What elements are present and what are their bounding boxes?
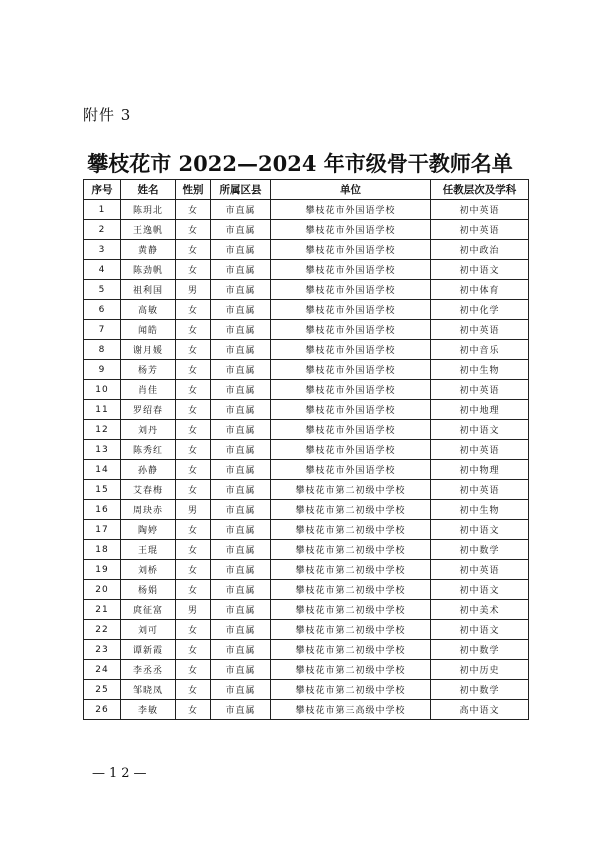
cell-subject: 初中语文	[431, 620, 529, 640]
cell-gender: 女	[176, 440, 211, 460]
table-row	[84, 540, 529, 560]
cell-subject: 初中英语	[431, 200, 529, 220]
cell-district: 市直属	[211, 540, 271, 560]
cell-gender: 男	[176, 280, 211, 300]
cell-district: 市直属	[211, 480, 271, 500]
cell-subject: 初中生物	[431, 360, 529, 380]
cell-district: 市直属	[211, 240, 271, 260]
table-row	[84, 640, 529, 660]
cell-name: 刘桥	[121, 560, 176, 580]
cell-name: 王琨	[121, 540, 176, 560]
table-row	[84, 360, 529, 380]
cell-index: 21	[84, 600, 121, 620]
header-school: 单位	[271, 180, 431, 200]
cell-school: 攀枝花市第二初级中学校	[271, 500, 431, 520]
cell-school: 攀枝花市外国语学校	[271, 240, 431, 260]
cell-school: 攀枝花市第二初级中学校	[271, 600, 431, 620]
cell-name: 刘可	[121, 620, 176, 640]
cell-school: 攀枝花市第二初级中学校	[271, 480, 431, 500]
cell-name: 黄静	[121, 240, 176, 260]
cell-school: 攀枝花市外国语学校	[271, 400, 431, 420]
cell-name: 高敏	[121, 300, 176, 320]
cell-subject: 初中英语	[431, 320, 529, 340]
table-row	[84, 680, 529, 700]
cell-name: 李丞丞	[121, 660, 176, 680]
cell-index: 5	[84, 280, 121, 300]
cell-subject: 初中物理	[431, 460, 529, 480]
cell-school: 攀枝花市第三高级中学校	[271, 700, 431, 720]
cell-school: 攀枝花市第二初级中学校	[271, 660, 431, 680]
cell-name: 庹征富	[121, 600, 176, 620]
cell-index: 16	[84, 500, 121, 520]
cell-name: 陈劲帆	[121, 260, 176, 280]
cell-index: 14	[84, 460, 121, 480]
cell-district: 市直属	[211, 260, 271, 280]
table-row	[84, 280, 529, 300]
cell-name: 罗绍春	[121, 400, 176, 420]
cell-school: 攀枝花市外国语学校	[271, 420, 431, 440]
table-row	[84, 260, 529, 280]
cell-gender: 女	[176, 200, 211, 220]
cell-subject: 初中历史	[431, 660, 529, 680]
cell-name: 孙静	[121, 460, 176, 480]
cell-name: 陈玥北	[121, 200, 176, 220]
page-number: —12—	[92, 766, 151, 781]
cell-subject: 初中语文	[431, 520, 529, 540]
cell-district: 市直属	[211, 420, 271, 440]
table-header-row	[84, 180, 529, 200]
cell-district: 市直属	[211, 380, 271, 400]
cell-district: 市直属	[211, 500, 271, 520]
document-title: 攀枝花市 2022—2024 年市级骨干教师名单	[87, 151, 513, 176]
cell-district: 市直属	[211, 300, 271, 320]
cell-school: 攀枝花市外国语学校	[271, 220, 431, 240]
cell-gender: 女	[176, 420, 211, 440]
cell-subject: 初中数学	[431, 540, 529, 560]
cell-school: 攀枝花市外国语学校	[271, 200, 431, 220]
cell-subject: 初中地理	[431, 400, 529, 420]
cell-gender: 女	[176, 360, 211, 380]
cell-gender: 女	[176, 460, 211, 480]
table-row	[84, 380, 529, 400]
cell-name: 刘丹	[121, 420, 176, 440]
cell-gender: 男	[176, 600, 211, 620]
cell-index: 4	[84, 260, 121, 280]
cell-district: 市直属	[211, 220, 271, 240]
cell-district: 市直属	[211, 560, 271, 580]
cell-gender: 女	[176, 400, 211, 420]
cell-district: 市直属	[211, 440, 271, 460]
cell-gender: 女	[176, 680, 211, 700]
table-row	[84, 420, 529, 440]
table-row	[84, 340, 529, 360]
cell-subject: 初中语文	[431, 580, 529, 600]
cell-gender: 女	[176, 480, 211, 500]
cell-school: 攀枝花市外国语学校	[271, 440, 431, 460]
cell-district: 市直属	[211, 280, 271, 300]
cell-gender: 男	[176, 500, 211, 520]
cell-school: 攀枝花市外国语学校	[271, 340, 431, 360]
table-row	[84, 520, 529, 540]
cell-gender: 女	[176, 540, 211, 560]
table-row	[84, 240, 529, 260]
cell-school: 攀枝花市外国语学校	[271, 380, 431, 400]
cell-index: 1	[84, 200, 121, 220]
cell-index: 22	[84, 620, 121, 640]
cell-subject: 初中英语	[431, 220, 529, 240]
cell-name: 谭新霞	[121, 640, 176, 660]
table-row	[84, 580, 529, 600]
cell-gender: 女	[176, 660, 211, 680]
table-row	[84, 320, 529, 340]
cell-school: 攀枝花市第二初级中学校	[271, 540, 431, 560]
cell-district: 市直属	[211, 600, 271, 620]
cell-index: 7	[84, 320, 121, 340]
cell-gender: 女	[176, 700, 211, 720]
cell-name: 王逸帆	[121, 220, 176, 240]
cell-school: 攀枝花市外国语学校	[271, 300, 431, 320]
cell-district: 市直属	[211, 520, 271, 540]
table-row	[84, 400, 529, 420]
cell-index: 23	[84, 640, 121, 660]
cell-district: 市直属	[211, 620, 271, 640]
cell-index: 11	[84, 400, 121, 420]
cell-index: 6	[84, 300, 121, 320]
header-subject: 任教层次及学科	[431, 180, 529, 200]
cell-subject: 初中体育	[431, 280, 529, 300]
cell-gender: 女	[176, 560, 211, 580]
cell-name: 肖佳	[121, 380, 176, 400]
cell-school: 攀枝花市第二初级中学校	[271, 560, 431, 580]
cell-subject: 初中语文	[431, 420, 529, 440]
cell-name: 李敏	[121, 700, 176, 720]
table-row	[84, 660, 529, 680]
cell-name: 杨娟	[121, 580, 176, 600]
cell-name: 杨芳	[121, 360, 176, 380]
cell-subject: 初中生物	[431, 500, 529, 520]
table-row	[84, 200, 529, 220]
cell-name: 谢月媛	[121, 340, 176, 360]
cell-index: 8	[84, 340, 121, 360]
cell-index: 26	[84, 700, 121, 720]
cell-subject: 初中英语	[431, 440, 529, 460]
cell-gender: 女	[176, 260, 211, 280]
cell-index: 13	[84, 440, 121, 460]
cell-index: 17	[84, 520, 121, 540]
cell-name: 周玦赤	[121, 500, 176, 520]
cell-index: 24	[84, 660, 121, 680]
cell-index: 3	[84, 240, 121, 260]
cell-district: 市直属	[211, 580, 271, 600]
cell-index: 9	[84, 360, 121, 380]
cell-school: 攀枝花市第二初级中学校	[271, 620, 431, 640]
cell-name: 祖利国	[121, 280, 176, 300]
cell-subject: 初中数学	[431, 680, 529, 700]
attachment-label: 附件 3	[83, 106, 132, 124]
table-row	[84, 500, 529, 520]
cell-gender: 女	[176, 240, 211, 260]
table-row	[84, 620, 529, 640]
cell-district: 市直属	[211, 340, 271, 360]
cell-school: 攀枝花市第二初级中学校	[271, 640, 431, 660]
cell-name: 闻皓	[121, 320, 176, 340]
cell-gender: 女	[176, 620, 211, 640]
header-gender: 性别	[176, 180, 211, 200]
cell-index: 2	[84, 220, 121, 240]
cell-district: 市直属	[211, 660, 271, 680]
cell-index: 12	[84, 420, 121, 440]
table-row	[84, 300, 529, 320]
cell-subject: 初中英语	[431, 560, 529, 580]
cell-school: 攀枝花市外国语学校	[271, 260, 431, 280]
cell-school: 攀枝花市外国语学校	[271, 460, 431, 480]
cell-subject: 初中数学	[431, 640, 529, 660]
table-row	[84, 560, 529, 580]
cell-district: 市直属	[211, 680, 271, 700]
cell-school: 攀枝花市第二初级中学校	[271, 520, 431, 540]
cell-subject: 初中政治	[431, 240, 529, 260]
cell-district: 市直属	[211, 360, 271, 380]
cell-school: 攀枝花市外国语学校	[271, 280, 431, 300]
table-row	[84, 600, 529, 620]
cell-name: 陈秀红	[121, 440, 176, 460]
cell-gender: 女	[176, 520, 211, 540]
cell-gender: 女	[176, 340, 211, 360]
cell-subject: 初中语文	[431, 260, 529, 280]
table-body	[84, 200, 529, 720]
header-district: 所属区县	[211, 180, 271, 200]
cell-index: 18	[84, 540, 121, 560]
cell-name: 陶婷	[121, 520, 176, 540]
cell-gender: 女	[176, 300, 211, 320]
cell-school: 攀枝花市外国语学校	[271, 360, 431, 380]
cell-index: 20	[84, 580, 121, 600]
cell-district: 市直属	[211, 320, 271, 340]
table-row	[84, 220, 529, 240]
cell-subject: 初中化学	[431, 300, 529, 320]
table-row	[84, 480, 529, 500]
cell-index: 19	[84, 560, 121, 580]
cell-district: 市直属	[211, 400, 271, 420]
cell-subject: 初中美术	[431, 600, 529, 620]
cell-school: 攀枝花市外国语学校	[271, 320, 431, 340]
table-row	[84, 440, 529, 460]
cell-name: 邹晓凤	[121, 680, 176, 700]
cell-index: 15	[84, 480, 121, 500]
header-name: 姓名	[121, 180, 176, 200]
header-index: 序号	[84, 180, 121, 200]
cell-district: 市直属	[211, 200, 271, 220]
cell-gender: 女	[176, 320, 211, 340]
cell-gender: 女	[176, 640, 211, 660]
cell-subject: 初中英语	[431, 480, 529, 500]
cell-subject: 初中音乐	[431, 340, 529, 360]
cell-subject: 初中英语	[431, 380, 529, 400]
cell-district: 市直属	[211, 700, 271, 720]
cell-subject: 高中语文	[431, 700, 529, 720]
cell-district: 市直属	[211, 460, 271, 480]
cell-gender: 女	[176, 380, 211, 400]
table-row	[84, 460, 529, 480]
teacher-roster-table	[83, 179, 529, 720]
cell-gender: 女	[176, 580, 211, 600]
cell-school: 攀枝花市第二初级中学校	[271, 580, 431, 600]
cell-district: 市直属	[211, 640, 271, 660]
cell-index: 10	[84, 380, 121, 400]
cell-gender: 女	[176, 220, 211, 240]
cell-school: 攀枝花市第二初级中学校	[271, 680, 431, 700]
table-row	[84, 700, 529, 720]
cell-name: 艾春梅	[121, 480, 176, 500]
cell-index: 25	[84, 680, 121, 700]
